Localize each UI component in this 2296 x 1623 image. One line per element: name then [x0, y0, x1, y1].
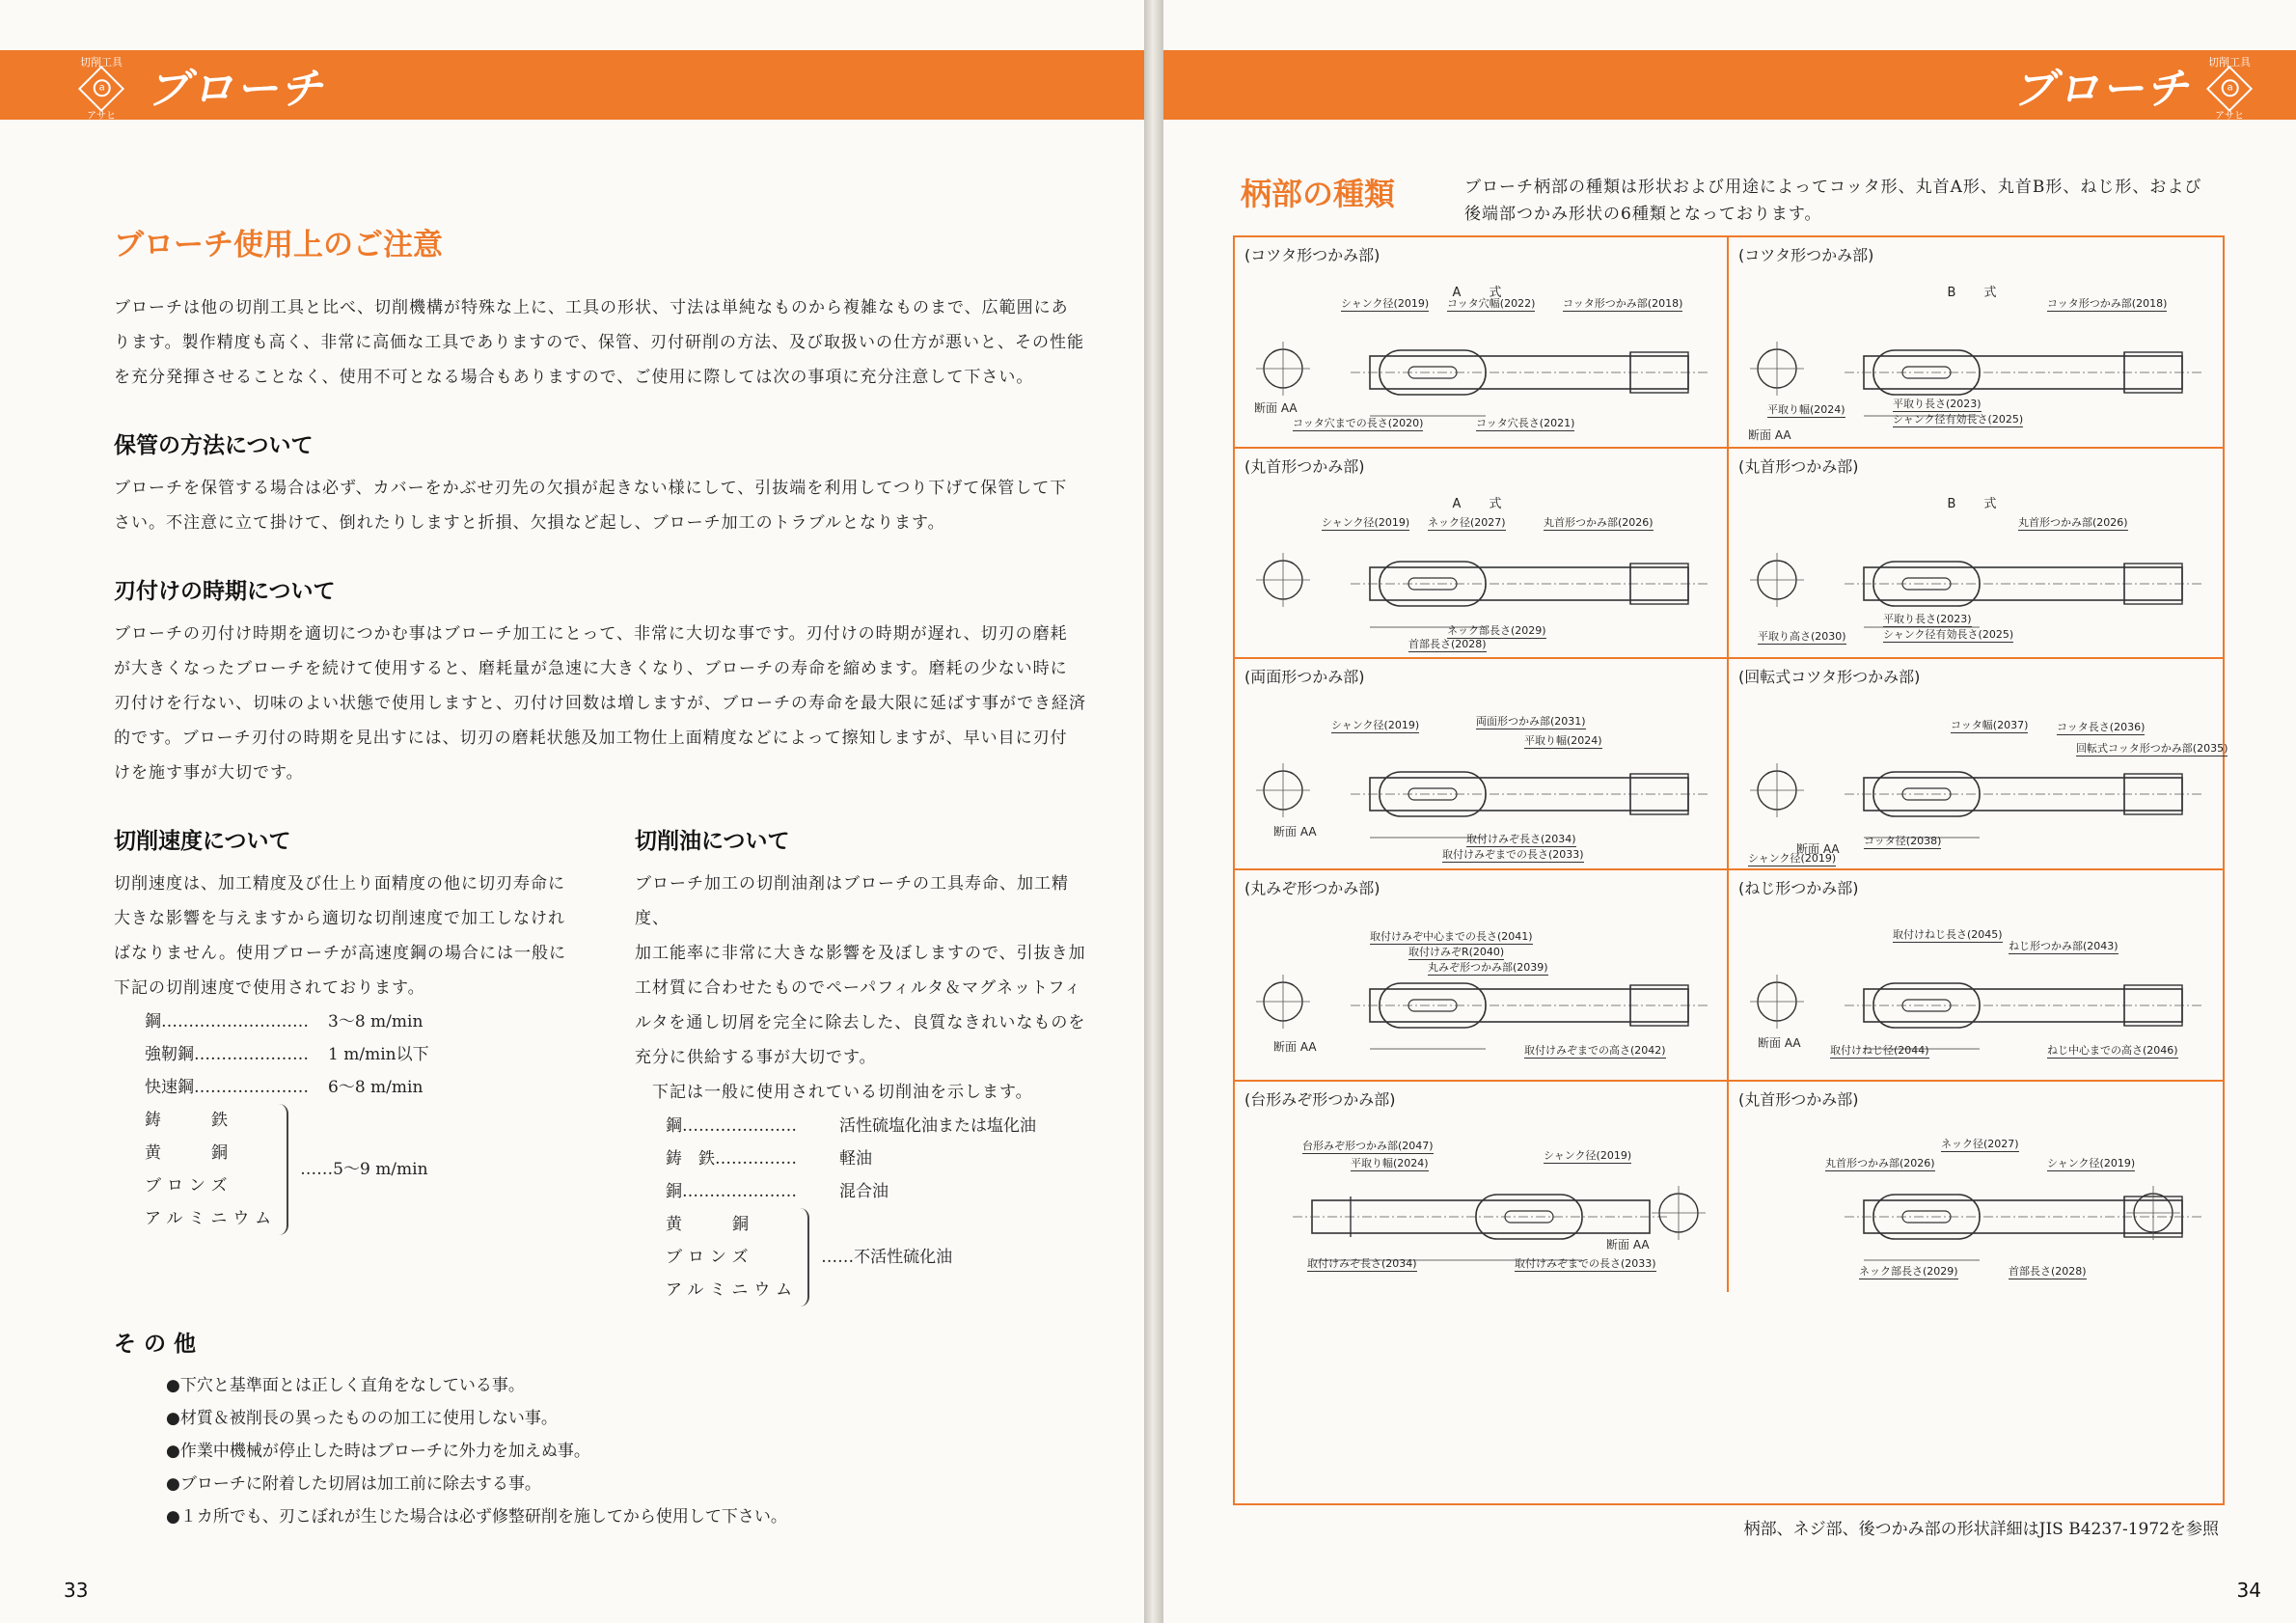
other-item: ●材質＆被削長の異ったものの加工に使用しない事。	[166, 1409, 558, 1428]
shank-type-cell	[1235, 1082, 1729, 1293]
speed-list	[145, 1005, 577, 1235]
material: 黄 銅	[145, 1143, 233, 1163]
dimension-label: 平取り幅(2024)	[1767, 403, 1845, 416]
section-label: 断面 AA	[1273, 825, 1317, 839]
intro-line: ブローチは他の切削工具と比べ、切削機構が特殊な上に、工具の形状、寸法は単純なものから複雑なものまで、広範囲にあ	[114, 298, 1069, 317]
dimension-label: コッタ穴幅(2022)	[1447, 297, 1536, 310]
shank-intro	[1464, 174, 2236, 228]
dimension-label: シャンク径(2019)	[1322, 515, 1410, 529]
dimension-label: 平取り幅(2024)	[1351, 1156, 1429, 1169]
dimension-label: ネック径(2027)	[1428, 515, 1506, 529]
dimension-label: 回転式コッタ形つかみ部(2035)	[2076, 742, 2228, 756]
style-label: A 式	[1452, 496, 1510, 511]
intro-line: を充分発揮させることなく、使用不可となる場合もありますので、ご使用に際しては次の事項に充分注意して下さい。	[114, 368, 1034, 387]
dimension-label: 取付けみぞ中心までの長さ(2041)	[1370, 930, 1533, 943]
oil-line: ルタを通し切屑を完全に除去した、良質なきれいなものを	[635, 1013, 1086, 1032]
shank-type-cell	[1729, 1082, 2223, 1293]
page-heading: ブローチ使用上のご注意	[114, 228, 443, 262]
logo-brand: アサヒ	[2215, 111, 2244, 122]
dimension-label: 平取り長さ(2023)	[1893, 398, 1982, 410]
shank-type-cell	[1729, 449, 2223, 660]
dimension-label: 平取り幅(2024)	[1524, 734, 1602, 748]
page-gutter	[1144, 0, 1163, 1623]
dimension-label: 丸首形つかみ部(2026)	[2018, 515, 2128, 529]
style-label: A 式	[1452, 286, 1510, 300]
speed-line: 下記の切削速度で使用されております。	[114, 978, 425, 998]
cell-title: (丸みぞ形つかみ部)	[1244, 879, 1380, 897]
logo-brand: アサヒ	[87, 111, 116, 122]
oil-row	[666, 1142, 1098, 1175]
speed-row	[145, 1005, 577, 1038]
dimension-label: 首部長さ(2028)	[2009, 1264, 2087, 1278]
dimension-label: シャンク径(2019)	[1341, 297, 1430, 310]
oil-subtitle: 下記は一般に使用されている切削油を示します。	[652, 1083, 1033, 1102]
material: ブロンズ	[145, 1176, 233, 1196]
diamond-logo-icon: a	[2206, 66, 2253, 112]
group-materials	[145, 1104, 288, 1235]
intro-line: ります。製作精度も高く、非常に高価な工具でありますので、保管、刃付研削の方法、及び取扱いの仕方が悪いと、その性能	[114, 333, 1084, 352]
speed-line: 大きな影響を与えますから適切な切削速度で加工しなけれ	[114, 909, 565, 928]
speed-row	[145, 1071, 577, 1104]
right-header-band	[1163, 50, 2296, 120]
oil-value: 活性硫塩化油または塩化油	[839, 1116, 1036, 1136]
oil-column	[635, 790, 1098, 1307]
page-number: 34	[2236, 1579, 2261, 1602]
other-list	[166, 1369, 1098, 1533]
dimension-label: コッタ径(2038)	[1864, 835, 1942, 848]
dimension-label: コッタ幅(2037)	[1951, 719, 2029, 732]
oil-row	[666, 1175, 1098, 1208]
dimension-label: シャンク径(2019)	[2047, 1156, 2136, 1169]
group-speed-value: ……5～9 m/min	[300, 1160, 428, 1179]
section-label: 断面 AA	[1796, 842, 1840, 857]
dimension-label: 取付けみぞまでの長さ(2033)	[1515, 1256, 1656, 1270]
cell-title: (丸首形つかみ部)	[1738, 456, 1859, 476]
asahi-logo	[2196, 54, 2263, 122]
group-oil-value: ……不活性硫化油	[821, 1248, 953, 1267]
left-header-band	[0, 50, 1144, 120]
shank-type-cell	[1235, 449, 1729, 660]
dimension-label: 首部長さ(2028)	[1408, 637, 1487, 650]
sharpen-line: 的です。ブローチ刃付の時期を見出すには、切刃の磨耗状態及加工物仕上面精度などによって擦知しますが、早い目に刃付	[114, 729, 1068, 748]
cell-title: (回転式コツタ形つかみ部)	[1738, 668, 1921, 687]
dimension-label: 取付けみぞまでの長さ(2033)	[1442, 848, 1584, 862]
storage-heading: 保管の方法について	[114, 433, 314, 458]
intro-line: ブローチ柄部の種類は形状および用途によってコッタ形、丸首A形、丸首B形、ねじ形、および	[1464, 178, 2202, 197]
shank-diagram	[1729, 659, 2221, 867]
sharpen-line: 刃付けを行ない、切味のよい状態で使用しますと、刃付け回数は増しますが、ブローチの寿命を最大限に延ばす事ができ経済	[114, 694, 1086, 713]
sharpen-line: けを施す事が大切です。	[114, 763, 304, 783]
speed-heading: 切削速度について	[114, 829, 291, 854]
section-label: 断面 AA	[1758, 1036, 1801, 1050]
dimension-label: コッタ形つかみ部(2018)	[2047, 297, 2168, 310]
dimension-label: 平取り高さ(2030)	[1758, 629, 1846, 643]
sharpen-paragraph	[114, 617, 1098, 790]
oil-heading: 切削油について	[635, 829, 790, 854]
speed-group	[145, 1104, 577, 1235]
material: アルミニウム	[145, 1209, 278, 1228]
material: 鋼…………………	[666, 1116, 797, 1136]
two-column-section	[114, 790, 1098, 1307]
shank-diagram	[1729, 449, 2221, 657]
other-item: ●１カ所でも、刃こぼれが生じた場合は必ず修整研削を施してから使用して下さい。	[166, 1507, 787, 1527]
material: 銅…………………	[666, 1182, 797, 1201]
dimension-label: コッタ穴までの長さ(2020)	[1293, 417, 1424, 429]
oil-group	[666, 1208, 1098, 1307]
shank-type-cell	[1235, 870, 1729, 1082]
material: 鋼………………………	[145, 1012, 309, 1032]
speed-column	[114, 790, 577, 1307]
dimension-label: 取付けねじ長さ(2045)	[1893, 928, 2003, 941]
material: 快速鋼…………………	[145, 1078, 309, 1097]
speed-line: ばなりません。使用ブローチが高速度鋼の場合には一般に	[114, 944, 567, 963]
shank-type-cell	[1729, 870, 2223, 1082]
storage-line: さい。不注意に立て掛けて、倒れたりしますと折損、欠損など起し、ブローチ加工のトラブルとなります。	[114, 513, 945, 533]
cell-title: (コツタ形つかみ部)	[1244, 246, 1380, 264]
speed-row	[145, 1038, 577, 1071]
section-label: 断面 AA	[1254, 401, 1298, 415]
material: アルミニウム	[666, 1280, 799, 1300]
shank-diagram	[1729, 1082, 2221, 1290]
left-content	[114, 220, 1098, 1533]
dimension-label: ネック部長さ(2029)	[1859, 1264, 1958, 1278]
material: 黄 銅	[666, 1215, 754, 1234]
storage-paragraph	[114, 471, 1098, 540]
other-heading: そ の 他	[114, 1332, 197, 1357]
oil-line: 加工能率に非常に大きな影響を及ぼしますので、引抜き加	[635, 944, 1086, 963]
dimension-label: ネック径(2027)	[1941, 1137, 2019, 1150]
dimension-label: 丸みぞ形つかみ部(2039)	[1428, 961, 1548, 974]
dimension-label: コッタ長さ(2036)	[2057, 721, 2146, 734]
shank-type-cell	[1235, 237, 1729, 449]
speed-value: 1 m/min以下	[328, 1045, 429, 1064]
oil-value: 軽油	[839, 1149, 872, 1169]
dimension-label: シャンク径有効長さ(2025)	[1893, 413, 2024, 426]
diamond-logo-icon: a	[78, 66, 124, 112]
dimension-label: 取付けみぞ長さ(2034)	[1466, 833, 1576, 846]
oil-line: 充分に供給する事が大切です。	[635, 1048, 877, 1067]
dimension-label: 取付けみぞR(2040)	[1408, 946, 1505, 958]
intro-paragraph	[114, 290, 1098, 395]
sharpen-line: ブローチの刃付け時期を適切につかむ事はブローチ加工にとって、非常に大切な事です。刃付けの時期が遅れ、切刃の磨耗	[114, 624, 1068, 644]
dimension-label: 平取り長さ(2023)	[1883, 612, 1972, 625]
asahi-logo	[68, 54, 135, 122]
dimension-label: 丸首形つかみ部(2026)	[1544, 515, 1654, 529]
oil-value: 混合油	[839, 1182, 888, 1201]
dimension-label: ねじ中心までの高さ(2046)	[2047, 1044, 2178, 1057]
other-item: ●下穴と基準面とは正しく直角をなしている事。	[166, 1376, 525, 1395]
cotter-slot	[1505, 1211, 1553, 1223]
cell-title: (丸首形つかみ部)	[1244, 456, 1365, 476]
jis-footnote: 柄部、ネジ部、後つかみ部の形状詳細はJIS B4237-1972を参照	[1743, 1520, 2219, 1539]
oil-line: ブローチ加工の切削油剤はブローチの工具寿命、加工精度、	[635, 874, 1069, 928]
shank-type-cell	[1729, 659, 2228, 870]
dimension-label: シャンク径(2019)	[1748, 852, 1837, 866]
oil-paragraph	[635, 867, 1098, 1075]
other-item: ●ブローチに附着した切屑は加工前に除去する事。	[166, 1474, 541, 1494]
style-label: B 式	[1947, 286, 2005, 300]
cell-title: (台形みぞ形つかみ部)	[1244, 1089, 1396, 1109]
cell-title: (丸首形つかみ部)	[1738, 1089, 1859, 1109]
dimension-label: シャンク径(2019)	[1544, 1148, 1632, 1162]
oil-row	[666, 1110, 1098, 1142]
sharpen-line: が大きくなったブローチを続けて使用すると、磨耗量が急速に大きくなり、ブローチの寿命を縮めます。磨耗の少ない時に	[114, 659, 1068, 678]
material: 強靭鋼…………………	[145, 1045, 309, 1064]
dimension-label: ねじ形つかみ部(2043)	[2009, 940, 2118, 952]
dimension-label: 両面形つかみ部(2031)	[1476, 715, 1586, 729]
other-item: ●作業中機械が停止した時はブローチに外力を加えぬ事。	[166, 1442, 590, 1461]
shank-type-cell	[1235, 659, 1729, 870]
section-label: 断面 AA	[1273, 1040, 1317, 1054]
page-number: 33	[64, 1579, 89, 1602]
dimension-label: コッタ穴長さ(2021)	[1476, 417, 1575, 429]
shank-type-cell	[1729, 237, 2223, 449]
section-label: 断面 AA	[1748, 428, 1791, 442]
storage-line: ブローチを保管する場合は必ず、カバーをかぶせ刃先の欠損が起きない様にして、引抜端を利用してつり下げて保管して下	[114, 479, 1068, 498]
speed-value: 3～8 m/min	[328, 1012, 424, 1032]
left-page	[0, 0, 1144, 1623]
dimension-label: シャンク径有効長さ(2025)	[1883, 627, 2014, 641]
speed-line: 切削速度は、加工精度及び仕上り面精度の他に切刃寿命に	[114, 874, 565, 894]
oil-list	[666, 1110, 1098, 1307]
material: 鋳 鉄	[145, 1111, 233, 1130]
speed-value: 6～8 m/min	[328, 1078, 424, 1097]
shank-types-heading: 柄部の種類	[1241, 176, 1396, 212]
header-title: ブローチ	[2012, 65, 2190, 114]
dimension-label: 取付けねじ径(2044)	[1830, 1044, 1929, 1057]
right-page	[1163, 0, 2296, 1623]
logo-category: 切削工具	[80, 56, 123, 69]
cell-title: (両面形つかみ部)	[1244, 668, 1365, 687]
dimension-label: コッタ形つかみ部(2018)	[1563, 297, 1683, 310]
style-label: B 式	[1947, 496, 2005, 511]
header-title: ブローチ	[147, 65, 324, 114]
material: ブロンズ	[666, 1248, 754, 1267]
dimension-label: 取付けみぞ長さ(2034)	[1307, 1256, 1417, 1270]
dimension-label: ネック部長さ(2029)	[1447, 623, 1546, 637]
dimension-label: 台形みぞ形つかみ部(2047)	[1302, 1139, 1434, 1152]
logo-category: 切削工具	[2208, 56, 2251, 69]
shank-diagram	[1235, 237, 1727, 446]
speed-paragraph	[114, 867, 577, 1005]
material: 鋳 鉄……………	[666, 1149, 797, 1169]
cell-title: (ねじ形つかみ部)	[1738, 879, 1859, 897]
intro-line: 後端部つかみ形状の6種類となっております。	[1464, 205, 1822, 224]
group-materials	[666, 1208, 809, 1307]
section-label: 断面 AA	[1606, 1237, 1650, 1252]
shank-type-grid	[1233, 235, 2228, 1505]
cell-title: (コツタ形つかみ部)	[1738, 246, 1874, 264]
dimension-label: シャンク径(2019)	[1331, 719, 1420, 732]
sharpen-heading: 刃付けの時期について	[114, 579, 336, 604]
oil-line: 工材質に合わせたものでペーパフィルタ＆マグネットフィ	[635, 978, 1082, 998]
dimension-label: 取付けみぞまでの高さ(2042)	[1524, 1044, 1666, 1057]
dimension-label: 丸首形つかみ部(2026)	[1825, 1156, 1935, 1169]
